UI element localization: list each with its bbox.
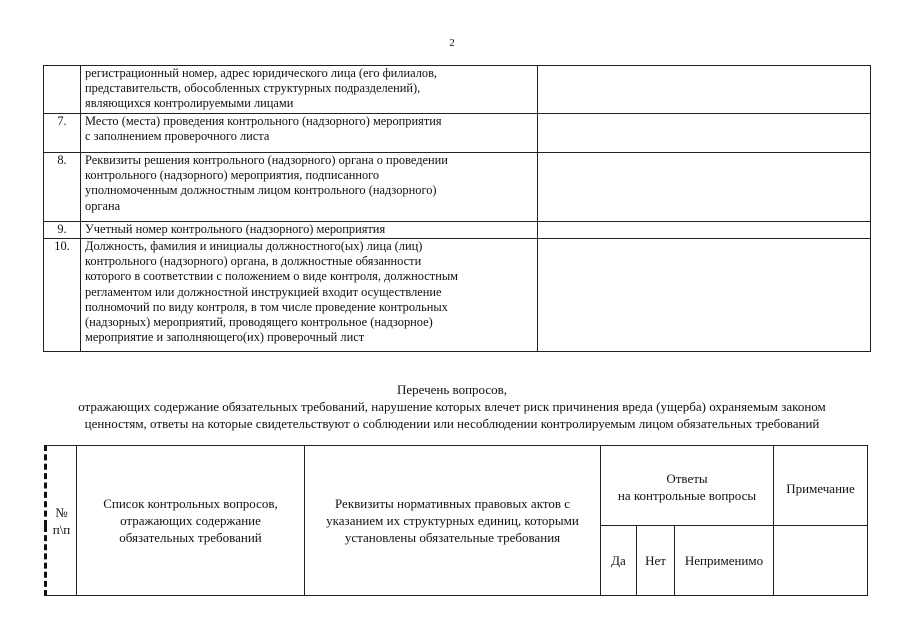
row-number: 8. xyxy=(44,153,81,222)
text-line: являющихся контролируемыми лицами xyxy=(85,96,294,111)
row-description xyxy=(81,222,538,239)
header-answer-no: Нет xyxy=(637,526,675,596)
text-line: Место (места) проведения контрольного (надзорного) мероприятия xyxy=(85,114,442,128)
heading-line: ценностям, ответы на которые свидетельствуют о соблюдении или несоблюдении контролируемым лицом обязательных требований xyxy=(84,416,820,431)
text-line: (надзорных) мероприятий, проводящего контрольное (надзорное) xyxy=(85,315,433,330)
text-line: контрольного (надзорного) мероприятия, подписанного xyxy=(85,168,380,183)
row-description xyxy=(81,66,538,114)
text-line: контрольного (надзорного) органа, в должностные обязанности xyxy=(85,254,422,269)
header-answer-yes: Да xyxy=(601,526,637,596)
header-line: на контрольные вопросы xyxy=(617,488,757,503)
questions-heading xyxy=(30,381,874,432)
header-legal-requisites xyxy=(305,446,601,596)
header-answer-not-applicable: Неприменимо xyxy=(675,526,774,596)
header-line: отражающих содержание xyxy=(120,513,261,528)
row-number: 9. xyxy=(44,222,81,239)
table-row xyxy=(44,66,871,114)
heading-line: отражающих содержание обязательных требований, нарушение которых влечет риск причинения вреда (ущерба) охраняемым законом xyxy=(78,399,826,414)
header-line: Ответы xyxy=(666,471,708,486)
header-question-list xyxy=(77,446,305,596)
row-value-cell[interactable] xyxy=(538,239,871,352)
header-line: Реквизиты нормативных правовых актов с xyxy=(334,496,571,511)
row-description xyxy=(81,153,538,222)
text-line: полномочий по виду контроля, в том числе проведение контрольных xyxy=(85,299,448,314)
text-line: уполномоченным должностным лицом контрольного (надзорного) xyxy=(85,183,437,198)
page-number: 2 xyxy=(449,37,455,49)
row-value-cell[interactable] xyxy=(538,222,871,239)
text-line: Учетный номер контрольного (надзорного) мероприятия xyxy=(85,222,386,236)
row-number xyxy=(44,66,81,114)
row-description xyxy=(81,239,538,352)
header-number xyxy=(46,446,77,596)
heading-line: Перечень вопросов, xyxy=(396,382,508,397)
text-line: Должность, фамилия и инициалы должностного(ых) лица (лиц) xyxy=(85,239,423,253)
table-header-row xyxy=(46,446,868,526)
table-row xyxy=(44,222,871,239)
header-line: обязательных требований xyxy=(119,530,262,545)
table-row xyxy=(44,239,871,352)
info-table xyxy=(43,65,871,352)
table-row xyxy=(44,153,871,222)
row-value-cell[interactable] xyxy=(538,114,871,153)
text-line: регистрационный номер, адрес юридического лица (его филиалов, xyxy=(85,66,438,80)
note-cell[interactable] xyxy=(774,526,868,596)
row-number: 7. xyxy=(44,114,81,153)
text-line: Реквизиты решения контрольного (надзорного) органа о проведении xyxy=(85,153,448,167)
row-value-cell[interactable] xyxy=(538,153,871,222)
text-line: органа xyxy=(85,198,121,213)
text-line: мероприятие и заполняющего(их) проверочный лист xyxy=(85,330,365,345)
row-value-cell[interactable] xyxy=(538,66,871,114)
text-line: регламентом или должностной инструкцией входит осуществление xyxy=(85,284,442,299)
text-line: которого в соответствии с положением о виде контроля, должностным xyxy=(85,269,458,284)
header-note: Примечание xyxy=(774,446,868,526)
header-line: Список контрольных вопросов, xyxy=(103,496,278,511)
row-description xyxy=(81,114,538,153)
row-number: 10. xyxy=(44,239,81,352)
questions-table xyxy=(44,445,868,596)
header-line: указанием их структурных единиц, которыми xyxy=(326,513,579,528)
text-line: представительств, обособленных структурных подразделений), xyxy=(85,81,421,96)
table-row xyxy=(44,114,871,153)
header-line: п\п xyxy=(52,521,71,537)
text-line: с заполнением проверочного листа xyxy=(85,129,270,144)
header-line: установлены обязательные требования xyxy=(344,530,561,545)
header-answers xyxy=(601,446,774,526)
header-line: № xyxy=(55,504,68,520)
